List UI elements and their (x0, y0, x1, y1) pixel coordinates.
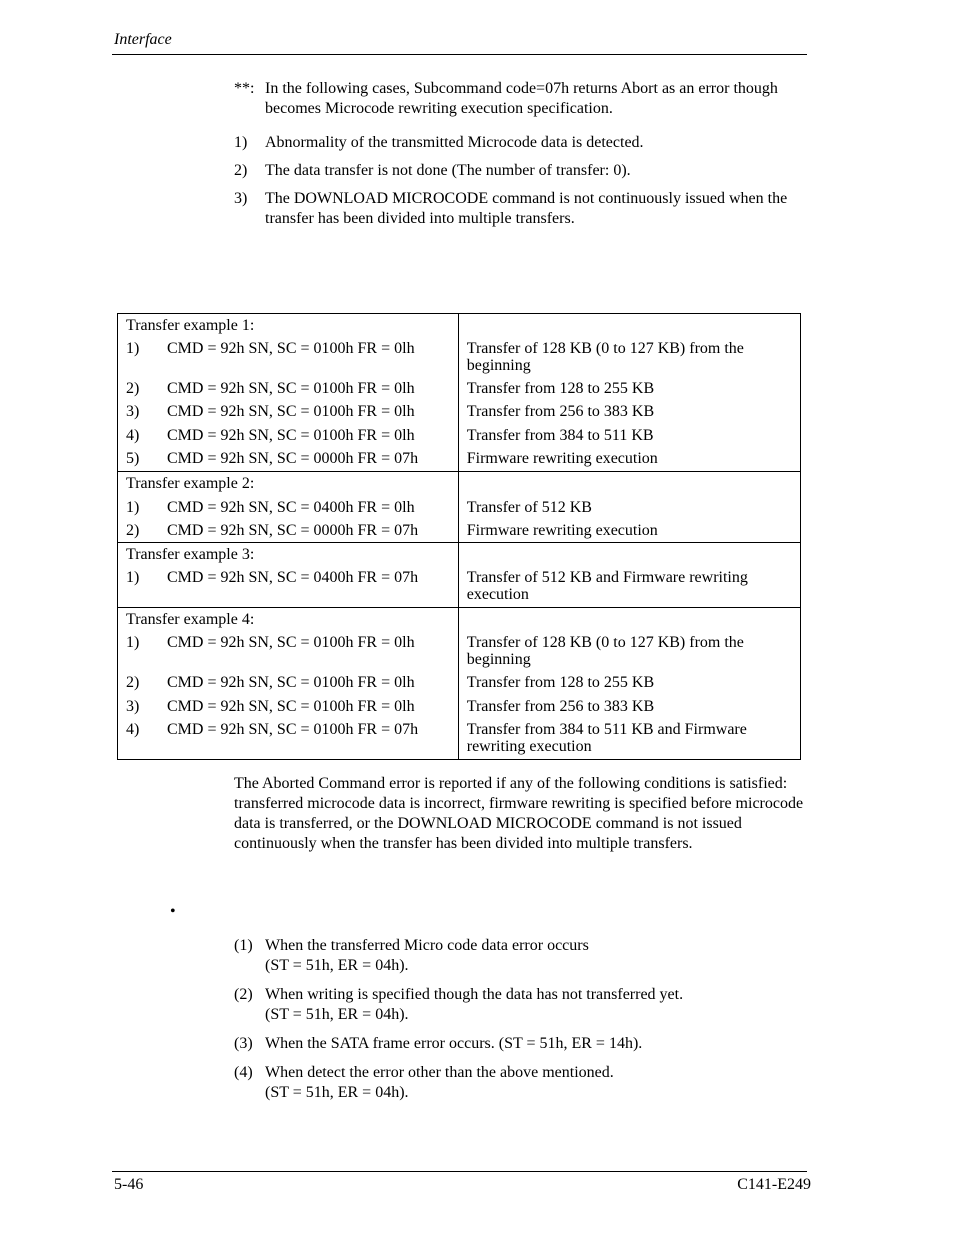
error-number: (4) (234, 1064, 253, 1081)
note-mark: **: (234, 80, 255, 97)
command-text: CMD = 92h SN, SC = 0100h FR = 0lh (167, 674, 415, 691)
description-text: Transfer from 256 to 383 KB (466, 403, 655, 420)
example-title: Transfer example 3: (126, 546, 255, 563)
error-text (265, 1063, 804, 1103)
command-text: CMD = 92h SN, SC = 0100h FR = 0lh (167, 634, 415, 651)
case-text: The data transfer is not done (The number of transfer: 0). (265, 162, 631, 179)
list-item (234, 985, 804, 1025)
case-number: 3) (234, 190, 248, 207)
error-line: When the SATA frame error occurs. (ST = 51h, ER = 14h). (265, 1035, 643, 1052)
description-text: Transfer of 512 KB and Firmware rewriting execution (466, 569, 748, 603)
command-row (118, 403, 458, 427)
step-number: 2) (126, 522, 140, 539)
command-text: CMD = 92h SN, SC = 0400h FR = 07h (167, 569, 419, 586)
bullet-icon: • (170, 903, 176, 920)
error-text (265, 985, 804, 1025)
error-number: (1) (234, 937, 253, 954)
error-line: When the transferred Micro code data error occurs (265, 937, 589, 954)
command-text: CMD = 92h SN, SC = 0100h FR = 0lh (167, 403, 415, 420)
error-line: When writing is specified though the data has not transferred yet. (265, 986, 684, 1003)
list-item (234, 1034, 804, 1054)
list-item (234, 189, 804, 229)
step-number: 3) (126, 698, 140, 715)
step-number: 5) (126, 450, 140, 467)
command-row (118, 427, 458, 450)
description-text: Firmware rewriting execution (466, 450, 658, 467)
step-number: 1) (126, 569, 140, 586)
command-text: CMD = 92h SN, SC = 0100h FR = 0lh (167, 380, 415, 397)
description-text: Firmware rewriting execution (466, 522, 658, 539)
step-number: 2) (126, 380, 140, 397)
note-text: In the following cases, Subcommand code=07h returns Abort as an error though becomes Microcode rewriting execution specification. (265, 80, 778, 117)
command-row (118, 380, 458, 403)
description-text: Transfer from 128 to 255 KB (466, 380, 655, 397)
command-text: CMD = 92h SN, SC = 0100h FR = 0lh (167, 698, 415, 715)
list-item (234, 1063, 804, 1103)
aborted-command-paragraph: The Aborted Command error is reported if any of the following conditions is satisfied: transferred microcode data is incorrect, firmware rewriting is specified before microcode data is transferred, or the DOWNLOAD MICROCODE command is not issued continuously when the transfer has been divided into multiple transfers. (234, 775, 804, 852)
description-text: Transfer from 384 to 511 KB and Firmware rewriting execution (466, 721, 747, 755)
command-text: CMD = 92h SN, SC = 0100h FR = 0lh (167, 427, 415, 444)
case-text: Abnormality of the transmitted Microcode data is detected. (265, 134, 644, 151)
abort-case-list (234, 133, 804, 237)
transfer-examples-table (117, 313, 801, 760)
footer-rule (112, 1171, 807, 1172)
note (234, 79, 804, 119)
command-row (118, 698, 458, 721)
command-row (118, 450, 458, 471)
description-text: Transfer of 128 KB (0 to 127 KB) from the beginning (466, 634, 744, 668)
command-text: CMD = 92h SN, SC = 0000h FR = 07h (167, 522, 419, 539)
step-number: 1) (126, 634, 140, 651)
command-row (118, 634, 458, 674)
example-title: Transfer example 2: (126, 475, 255, 492)
command-row (118, 522, 458, 542)
example-descriptions-cell (458, 314, 800, 472)
command-row (118, 340, 458, 380)
command-row (118, 569, 458, 607)
table-row (118, 472, 801, 543)
step-number: 1) (126, 340, 140, 357)
error-text (265, 1034, 804, 1054)
command-row (118, 674, 458, 698)
header-rule (112, 54, 807, 55)
error-condition-list (234, 936, 804, 1112)
command-row (118, 721, 458, 759)
description-text: Transfer from 256 to 383 KB (466, 698, 655, 715)
description-text: Transfer of 128 KB (0 to 127 KB) from the beginning (466, 340, 744, 374)
error-number: (3) (234, 1035, 253, 1052)
example-descriptions-cell (458, 543, 800, 608)
running-header: Interface (114, 31, 172, 48)
example-commands-cell (118, 472, 459, 543)
step-number: 1) (126, 499, 140, 516)
example-commands-cell (118, 314, 459, 472)
step-number: 4) (126, 721, 140, 738)
example-descriptions-cell (458, 472, 800, 543)
command-text: CMD = 92h SN, SC = 0100h FR = 0lh (167, 340, 415, 357)
step-number: 4) (126, 427, 140, 444)
error-status: (ST = 51h, ER = 04h). (265, 1084, 409, 1101)
case-text: The DOWNLOAD MICROCODE command is not continuously issued when the transfer has been divided into multiple transfers. (265, 190, 788, 227)
list-item (234, 161, 804, 181)
error-status: (ST = 51h, ER = 04h). (265, 1006, 409, 1023)
command-text: CMD = 92h SN, SC = 0400h FR = 0lh (167, 499, 415, 516)
command-text: CMD = 92h SN, SC = 0000h FR = 07h (167, 450, 419, 467)
error-number: (2) (234, 986, 253, 1003)
step-number: 2) (126, 674, 140, 691)
example-commands-cell (118, 543, 459, 608)
error-line: When detect the error other than the above mentioned. (265, 1064, 614, 1081)
example-title: Transfer example 4: (126, 611, 255, 628)
list-item (234, 133, 804, 153)
page-number: 5-46 (114, 1176, 144, 1193)
example-title: Transfer example 1: (126, 317, 255, 334)
example-descriptions-cell (458, 608, 800, 760)
description-text: Transfer from 128 to 255 KB (466, 674, 655, 691)
document-code: C141-E249 (737, 1176, 811, 1193)
example-commands-cell (118, 608, 459, 760)
table-row (118, 314, 801, 472)
list-item (234, 936, 804, 976)
error-text (265, 936, 804, 976)
command-text: CMD = 92h SN, SC = 0100h FR = 07h (167, 721, 419, 738)
case-number: 2) (234, 162, 248, 179)
case-number: 1) (234, 134, 248, 151)
description-text: Transfer from 384 to 511 KB (466, 427, 654, 444)
description-text: Transfer of 512 KB (466, 499, 592, 516)
step-number: 3) (126, 403, 140, 420)
command-row (118, 499, 458, 522)
table-row (118, 543, 801, 608)
table-row (118, 608, 801, 760)
error-status: (ST = 51h, ER = 04h). (265, 957, 409, 974)
